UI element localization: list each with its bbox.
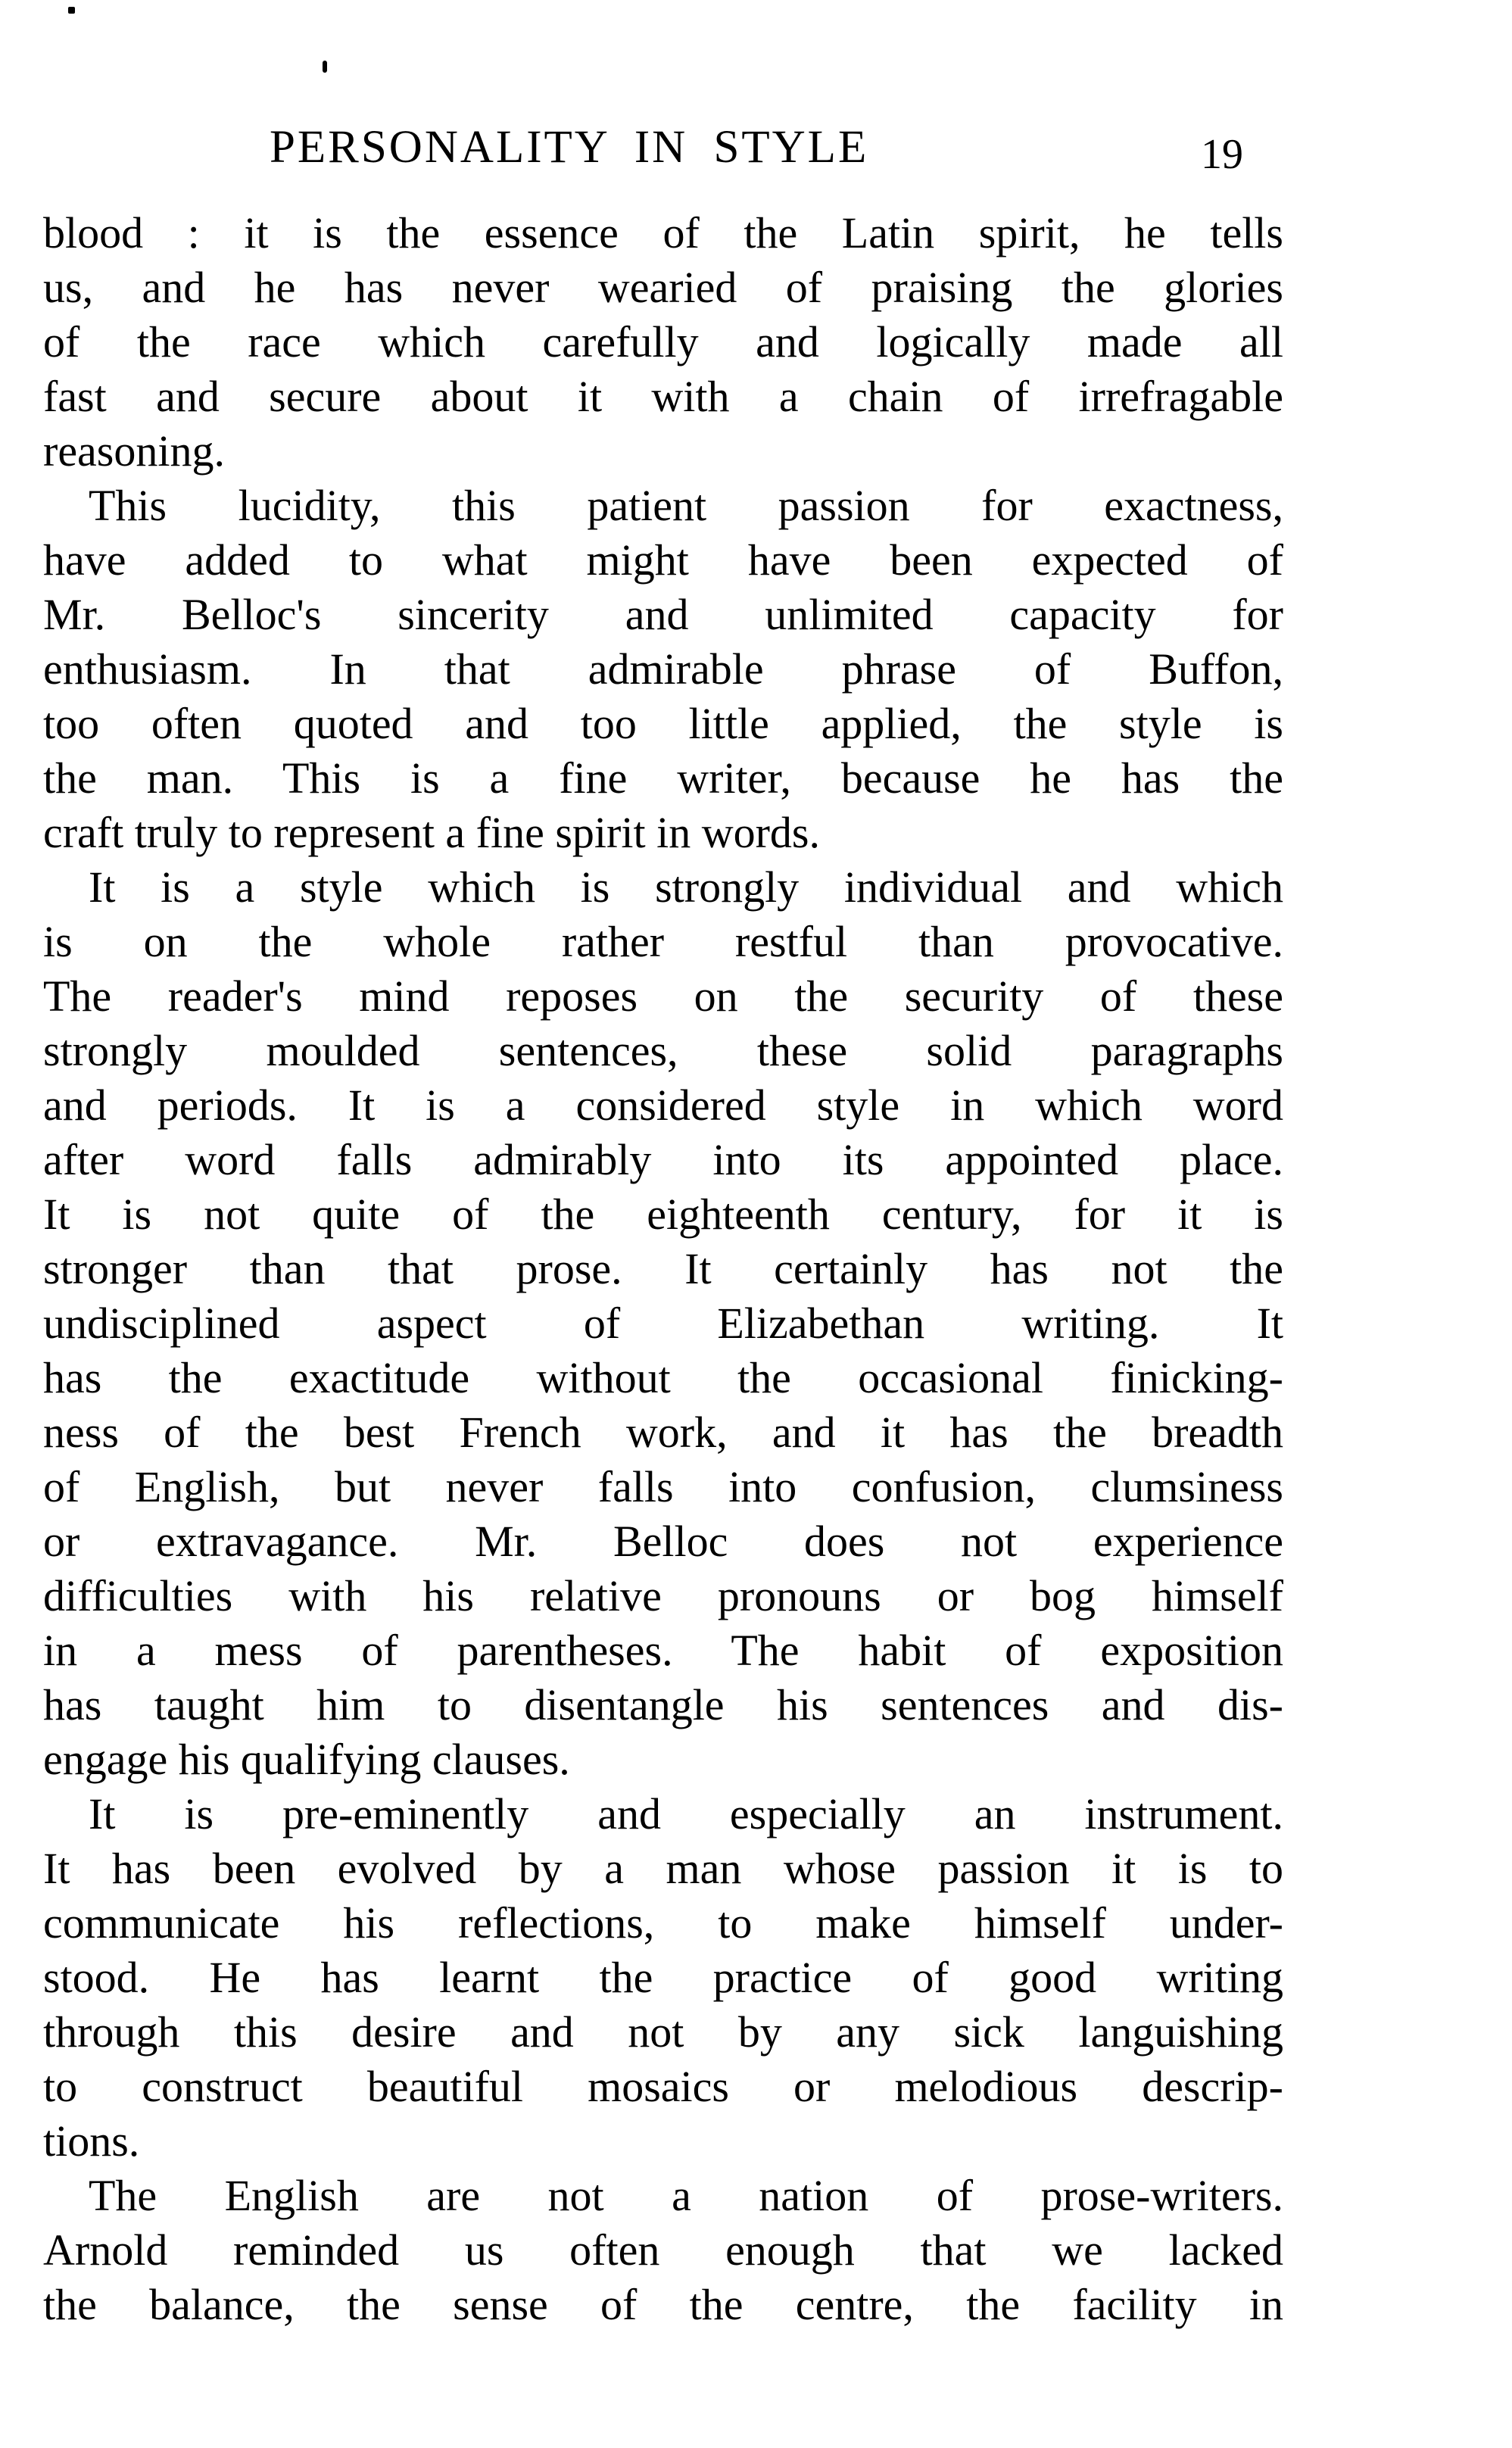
text-line: undisciplined aspect of Elizabethan writing. It xyxy=(43,1299,1283,1348)
text-line: communicate his reflections, to make himself under- xyxy=(43,1898,1283,1947)
text-line: Mr. Belloc's sincerity and unlimited capacity for xyxy=(43,590,1283,639)
text-line: This lucidity, this patient passion for exactness, xyxy=(89,481,1283,530)
text-line: stronger than that prose. It certainly has not the xyxy=(43,1244,1283,1293)
text-line: through this desire and not by any sick languishing xyxy=(43,2007,1283,2057)
text-line: enthusiasm. In that admirable phrase of Buffon, xyxy=(43,644,1283,694)
scan-artifact-mark xyxy=(323,61,327,73)
text-line: have added to what might have been expected of xyxy=(43,535,1283,585)
text-line: craft truly to represent a fine spirit in words. xyxy=(43,808,820,857)
page-number: 19 xyxy=(1201,131,1243,178)
text-line: of English, but never falls into confusion, clumsiness xyxy=(43,1462,1283,1511)
text-line: the man. This is a fine writer, because he has the xyxy=(43,753,1283,803)
text-line: Arnold reminded us often enough that we lacked xyxy=(43,2225,1283,2275)
text-line: or extravagance. Mr. Belloc does not experience xyxy=(43,1517,1283,1566)
text-line: It is not quite of the eighteenth century, for it is xyxy=(43,1190,1283,1239)
text-line: of the race which carefully and logically made all xyxy=(43,317,1283,366)
page-body xyxy=(43,206,1283,2332)
text-line: has the exactitude without the occasional finicking- xyxy=(43,1353,1283,1402)
text-line: stood. He has learnt the practice of good writing xyxy=(43,1953,1283,2002)
text-line: in a mess of parentheses. The habit of exposition xyxy=(43,1626,1283,1675)
scan-artifact-dot xyxy=(68,7,75,14)
text-line: after word falls admirably into its appointed place. xyxy=(43,1135,1283,1184)
text-line: It is pre-eminently and especially an instrument. xyxy=(89,1789,1283,1838)
text-line: to construct beautiful mosaics or melodious descrip- xyxy=(43,2062,1283,2111)
text-line: blood : it is the essence of the Latin spirit, he tells xyxy=(43,208,1283,257)
text-line: tions. xyxy=(43,2116,140,2166)
text-line: too often quoted and too little applied, the style is xyxy=(43,699,1283,748)
text-line: has taught him to disentangle his sentences and dis- xyxy=(43,1680,1283,1729)
text-line: reasoning. xyxy=(43,426,225,476)
running-header-title: PERSONALITY IN STYLE xyxy=(270,122,869,173)
text-line: It has been evolved by a man whose passion it is to xyxy=(43,1844,1283,1893)
text-line: the balance, the sense of the centre, the facility in xyxy=(43,2280,1283,2329)
text-line: ness of the best French work, and it has the breadth xyxy=(43,1408,1283,1457)
text-line: It is a style which is strongly individual and which xyxy=(89,862,1283,912)
text-line: difficulties with his relative pronouns or bog himself xyxy=(43,1571,1283,1620)
running-header xyxy=(0,121,1512,197)
text-line: is on the whole rather restful than provocative. xyxy=(43,917,1283,966)
text-line: fast and secure about it with a chain of irrefragable xyxy=(43,372,1283,421)
text-line: strongly moulded sentences, these solid paragraphs xyxy=(43,1026,1283,1075)
text-line: The reader's mind reposes on the security of these xyxy=(43,971,1283,1021)
text-line: us, and he has never wearied of praising the glories xyxy=(43,263,1283,312)
text-line: engage his qualifying clauses. xyxy=(43,1735,570,1784)
text-line: The English are not a nation of prose-writers. xyxy=(89,2171,1283,2220)
text-line: and periods. It is a considered style in which word xyxy=(43,1081,1283,1130)
